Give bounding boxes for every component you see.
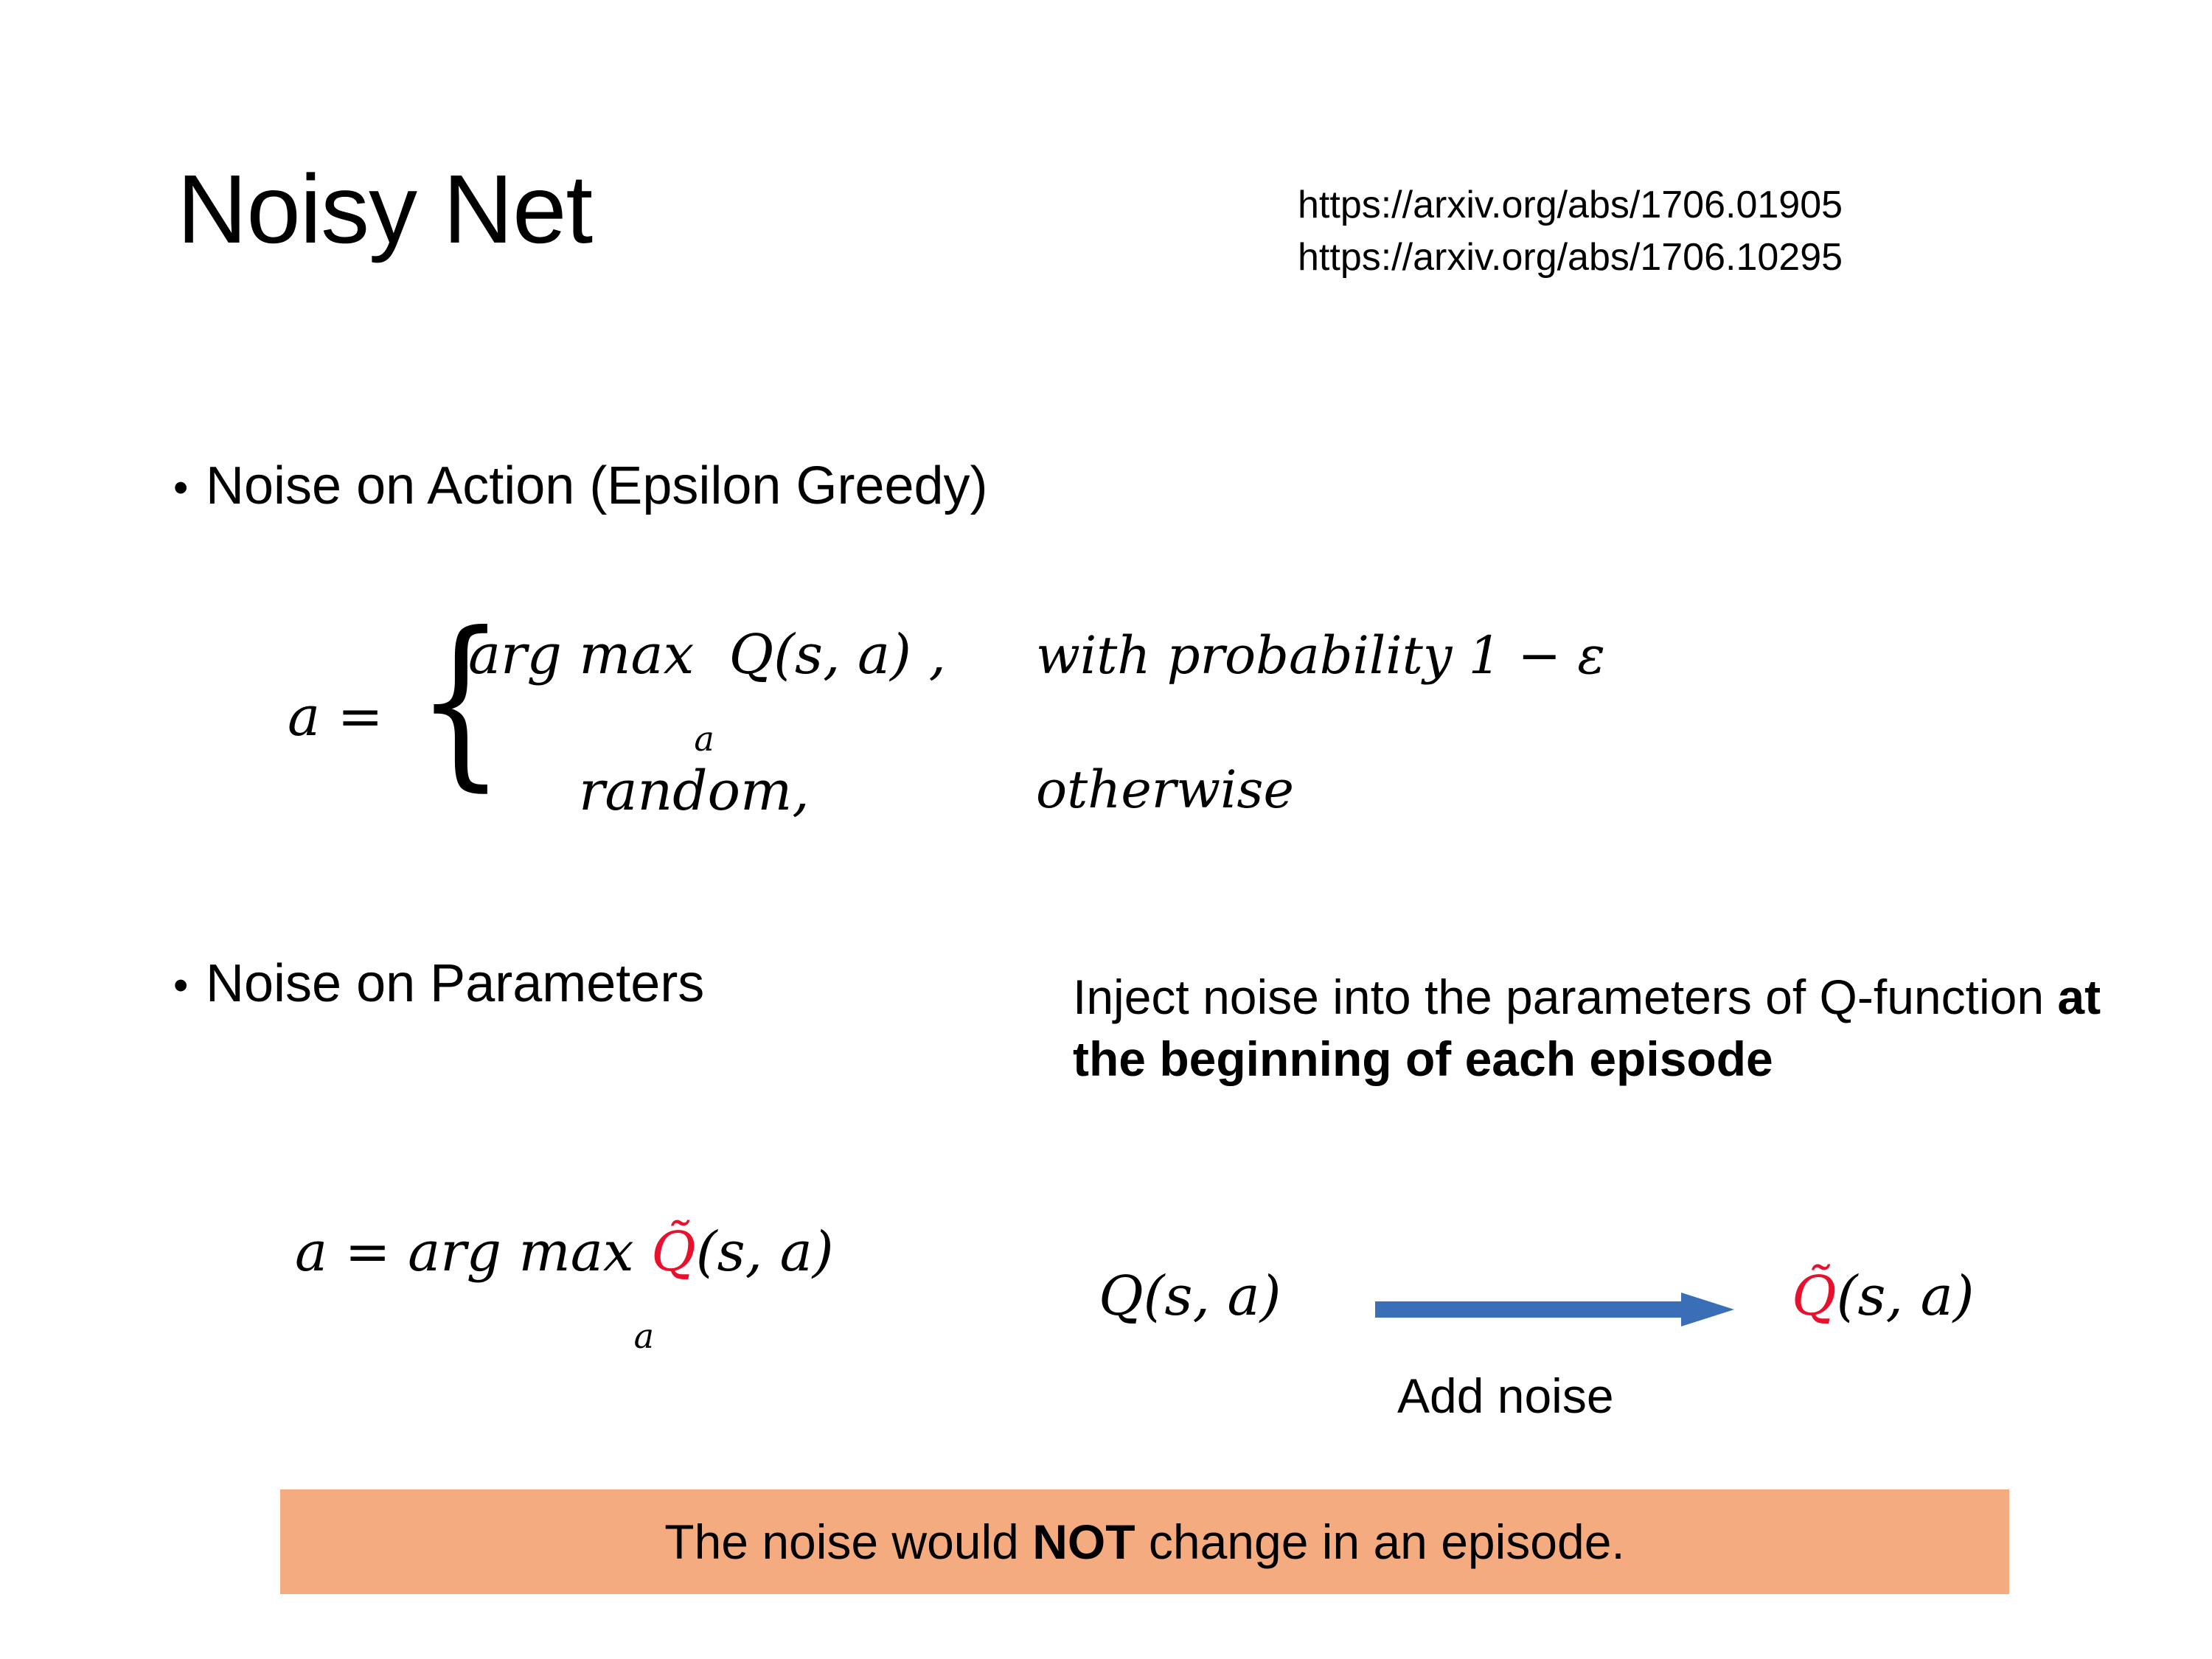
bullet-marker-icon: • [173,464,189,512]
reference-links [1298,181,1843,285]
equation-1-lhs: a = [288,685,383,748]
bullet-marker-icon-2: • [173,961,189,1009]
parameter-noise-description [1073,966,2105,1091]
noise-transform-diagram [1099,1265,2131,1397]
banner-text [664,1514,1625,1570]
reference-link-1[interactable]: https://arxiv.org/abs/1706.01905 [1298,184,1843,226]
q-function-target [1792,1265,1975,1328]
bullet-noise-on-action [173,457,988,515]
arrow-right-icon [1375,1293,1751,1326]
arrow-head [1681,1293,1734,1326]
q-tilde-args: (s, a) [1836,1265,1975,1328]
equation-noisy-argmax: a = arg max a Q̃(s, a) [295,1220,834,1356]
equation-1-q-term: Q(s, a) , [728,623,947,686]
banner-text-bold: NOT [1032,1514,1135,1569]
q-tilde-symbol: Q̃ [1792,1265,1837,1328]
arrow-shaft [1375,1301,1685,1318]
q-function-source: Q(s, a) [1099,1265,1281,1328]
equation-1-condition-2: otherwise [1036,759,1294,820]
reference-link-2[interactable]: https://arxiv.org/abs/1706.10295 [1298,235,1843,279]
bullet-label-2: Noise on Parameters [206,954,705,1013]
equation-1-condition-1: with probability 1 − ε [1036,625,1605,686]
brace-icon: { [417,593,505,807]
banner-text-before: The noise would [664,1514,1033,1569]
bullet-label-1: Noise on Action (Epsilon Greedy) [206,456,988,515]
equation-1-case-2: random, [579,759,810,823]
arrow-label-add-noise: Add noise [1397,1368,1614,1423]
highlight-banner [280,1489,2009,1594]
description-part-1: Inject noise into the parameters of Q-function [1073,970,2058,1024]
banner-text-after: change in an episode. [1135,1514,1625,1569]
equation-1-argmax-text: arg max [468,623,695,686]
description-bold-part: at the beginning of each episode [1073,970,2101,1087]
bullet-noise-on-parameters [173,955,704,1013]
equation-2-q-tilde: Q̃ [651,1220,696,1284]
equation-1-case-1: arg max a Q(s, a) , [468,623,947,759]
page-title: Noisy Net [177,155,593,263]
equation-2-lhs: a = arg max [295,1220,634,1284]
equation-2-args: (s, a) [695,1220,834,1284]
